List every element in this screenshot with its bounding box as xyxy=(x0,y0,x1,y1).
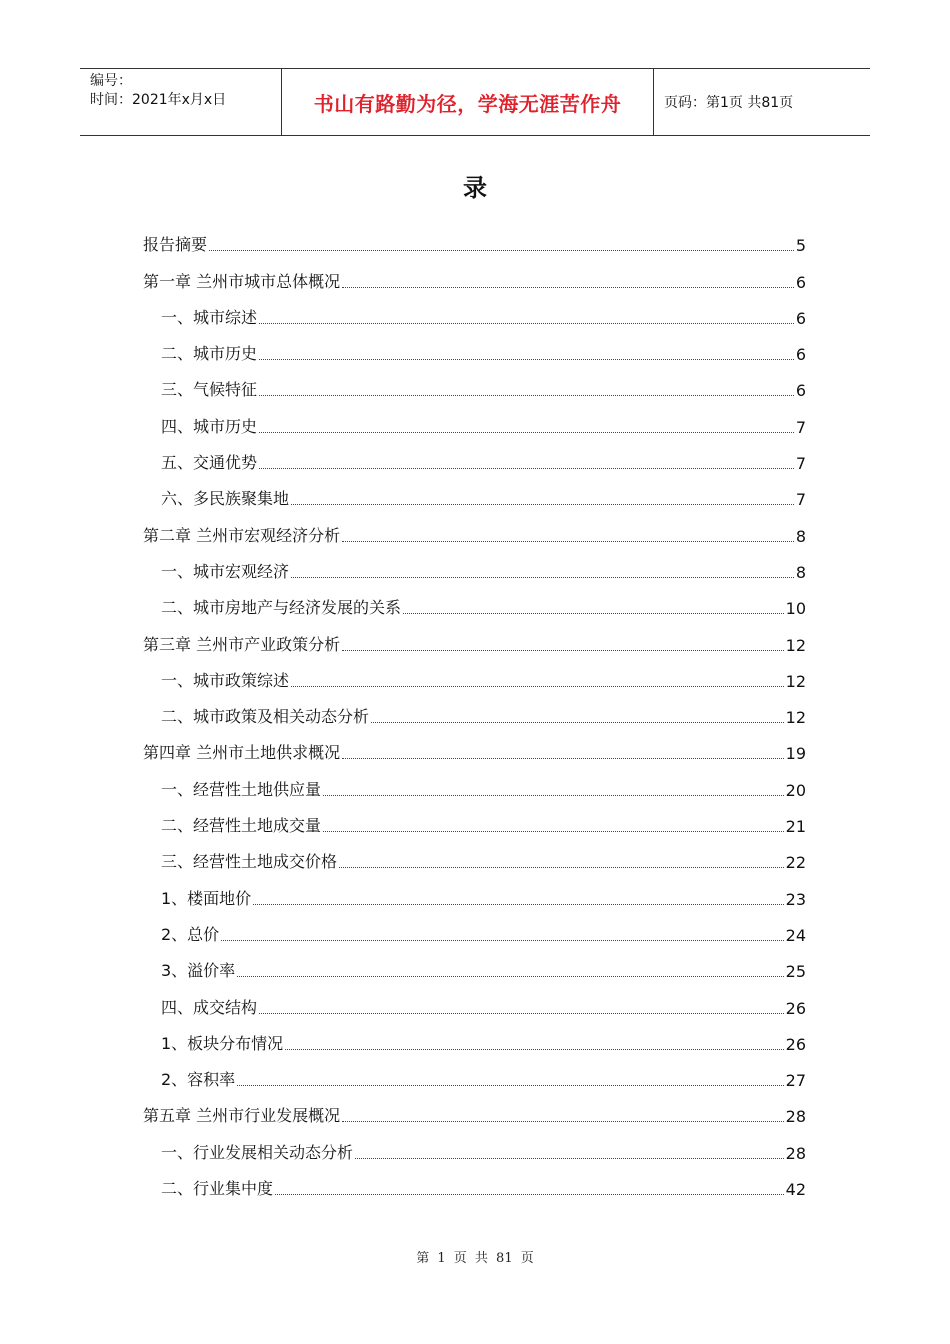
toc-entry-page: 12 xyxy=(785,671,806,691)
toc-entry-label: 三、经营性土地成交价格 xyxy=(161,852,338,872)
toc-entry[interactable] xyxy=(143,1134,806,1170)
toc-entry-label: 四、成交结构 xyxy=(161,997,258,1017)
toc-entry[interactable] xyxy=(143,300,806,336)
toc-leader-dots xyxy=(342,758,784,759)
page-footer: 第 1 页 共 81 页 xyxy=(416,1251,534,1266)
toc-leader-dots xyxy=(259,432,794,433)
toc-entry-label: 一、城市政策综述 xyxy=(161,670,290,690)
table-of-contents xyxy=(143,227,806,1207)
toc-entry-page: 7 xyxy=(795,490,806,510)
toc-leader-dots xyxy=(209,250,794,251)
toc-leader-dots xyxy=(237,1085,783,1086)
toc-entry-label: 六、多民族聚集地 xyxy=(161,489,290,509)
toc-entry-label: 第二章 兰州市宏观经济分析 xyxy=(143,525,341,545)
toc-entry-page: 26 xyxy=(785,1034,806,1054)
page-header xyxy=(80,68,870,136)
toc-entry-label: 第一章 兰州市城市总体概况 xyxy=(143,271,341,291)
toc-leader-dots xyxy=(221,940,783,941)
toc-entry[interactable] xyxy=(143,1062,806,1098)
toc-leader-dots xyxy=(259,1013,784,1014)
toc-entry-page: 6 xyxy=(795,381,806,401)
toc-leader-dots xyxy=(237,976,783,977)
toc-entry[interactable] xyxy=(143,844,806,880)
toc-entry-label: 2、容积率 xyxy=(161,1070,236,1090)
page-title: 录 xyxy=(463,174,487,202)
toc-entry-label: 3、溢价率 xyxy=(161,961,236,981)
toc-entry[interactable] xyxy=(143,953,806,989)
toc-entry-page: 24 xyxy=(785,925,806,945)
toc-entry-page: 28 xyxy=(785,1107,806,1127)
toc-leader-dots xyxy=(259,468,794,469)
toc-leader-dots xyxy=(259,359,794,360)
toc-entry-page: 28 xyxy=(785,1143,806,1163)
toc-entry[interactable] xyxy=(143,408,806,444)
toc-leader-dots xyxy=(323,831,784,832)
toc-entry-page: 7 xyxy=(795,417,806,437)
toc-entry-label: 二、行业集中度 xyxy=(161,1179,274,1199)
toc-entry-page: 23 xyxy=(785,889,806,909)
toc-leader-dots xyxy=(275,1194,784,1195)
motto-text: 书山有路勤为径，学海无涯苦作舟 xyxy=(313,91,622,116)
toc-entry-page: 22 xyxy=(785,853,806,873)
toc-entry[interactable] xyxy=(143,554,806,590)
toc-entry-label: 一、城市宏观经济 xyxy=(161,561,290,581)
toc-entry-page: 6 xyxy=(795,345,806,365)
toc-entry-label: 五、交通优势 xyxy=(161,453,258,473)
toc-entry[interactable] xyxy=(143,735,806,771)
toc-entry[interactable] xyxy=(143,771,806,807)
toc-leader-dots xyxy=(323,795,784,796)
toc-entry-label: 1、板块分布情况 xyxy=(161,1033,284,1053)
toc-entry[interactable] xyxy=(143,372,806,408)
toc-entry[interactable] xyxy=(143,263,806,299)
toc-entry[interactable] xyxy=(143,336,806,372)
toc-entry[interactable] xyxy=(143,699,806,735)
toc-entry-page: 42 xyxy=(785,1180,806,1200)
toc-entry-label: 第五章 兰州市行业发展概况 xyxy=(143,1106,341,1126)
toc-entry-page: 5 xyxy=(795,236,806,256)
toc-entry[interactable] xyxy=(143,1098,806,1134)
toc-leader-dots xyxy=(259,395,794,396)
toc-leader-dots xyxy=(371,722,784,723)
toc-entry[interactable] xyxy=(143,663,806,699)
toc-entry-page: 10 xyxy=(785,599,806,619)
toc-leader-dots xyxy=(285,1049,783,1050)
toc-entry-page: 21 xyxy=(785,817,806,837)
toc-entry-label: 第四章 兰州市土地供求概况 xyxy=(143,743,341,763)
toc-leader-dots xyxy=(342,1121,784,1122)
toc-entry-label: 2、总价 xyxy=(161,924,220,944)
toc-entry-label: 一、城市综述 xyxy=(161,307,258,327)
toc-entry[interactable] xyxy=(143,808,806,844)
toc-entry[interactable] xyxy=(143,481,806,517)
toc-leader-dots xyxy=(291,504,794,505)
toc-entry[interactable] xyxy=(143,1171,806,1207)
toc-entry-label: 二、城市历史 xyxy=(161,344,258,364)
header-page-info: 页码：第1页 共81页 xyxy=(664,95,794,111)
toc-entry-page: 19 xyxy=(785,744,806,764)
toc-entry-page: 7 xyxy=(795,454,806,474)
toc-entry-page: 8 xyxy=(795,562,806,582)
toc-entry-label: 一、经营性土地供应量 xyxy=(161,779,322,799)
toc-entry-label: 第三章 兰州市产业政策分析 xyxy=(143,634,341,654)
document-time-label: 时间：2021年x月x日 xyxy=(90,92,227,108)
toc-entry-label: 一、行业发展相关动态分析 xyxy=(161,1142,354,1162)
header-meta xyxy=(80,69,282,135)
toc-entry-page: 6 xyxy=(795,308,806,328)
header-motto xyxy=(282,69,654,135)
toc-entry-page: 25 xyxy=(785,962,806,982)
toc-leader-dots xyxy=(259,323,794,324)
toc-entry[interactable] xyxy=(143,517,806,553)
toc-entry[interactable] xyxy=(143,1026,806,1062)
toc-entry-label: 二、城市政策及相关动态分析 xyxy=(161,707,370,727)
toc-entry-page: 8 xyxy=(795,526,806,546)
toc-leader-dots xyxy=(403,613,784,614)
toc-entry[interactable] xyxy=(143,917,806,953)
toc-leader-dots xyxy=(291,686,784,687)
toc-entry-label: 三、气候特征 xyxy=(161,380,258,400)
toc-leader-dots xyxy=(342,650,784,651)
toc-leader-dots xyxy=(253,904,783,905)
toc-entry-page: 27 xyxy=(785,1071,806,1091)
toc-entry-label: 四、城市历史 xyxy=(161,416,258,436)
toc-entry[interactable] xyxy=(143,590,806,626)
toc-entry-page: 20 xyxy=(785,780,806,800)
toc-entry[interactable] xyxy=(143,445,806,481)
toc-entry[interactable] xyxy=(143,880,806,916)
toc-leader-dots xyxy=(355,1158,784,1159)
toc-leader-dots xyxy=(291,577,794,578)
toc-entry-page: 26 xyxy=(785,998,806,1018)
toc-leader-dots xyxy=(339,867,784,868)
toc-entry-page: 6 xyxy=(795,272,806,292)
toc-entry[interactable] xyxy=(143,227,806,263)
toc-entry-label: 二、经营性土地成交量 xyxy=(161,816,322,836)
document-number-label: 编号： xyxy=(90,73,132,89)
toc-leader-dots xyxy=(342,541,794,542)
toc-entry-page: 12 xyxy=(785,635,806,655)
toc-entry-page: 12 xyxy=(785,708,806,728)
toc-entry[interactable] xyxy=(143,989,806,1025)
toc-leader-dots xyxy=(342,287,794,288)
toc-entry-label: 二、城市房地产与经济发展的关系 xyxy=(161,598,402,618)
toc-entry-label: 1、楼面地价 xyxy=(161,888,252,908)
toc-entry[interactable] xyxy=(143,626,806,662)
toc-entry-label: 报告摘要 xyxy=(143,235,208,255)
